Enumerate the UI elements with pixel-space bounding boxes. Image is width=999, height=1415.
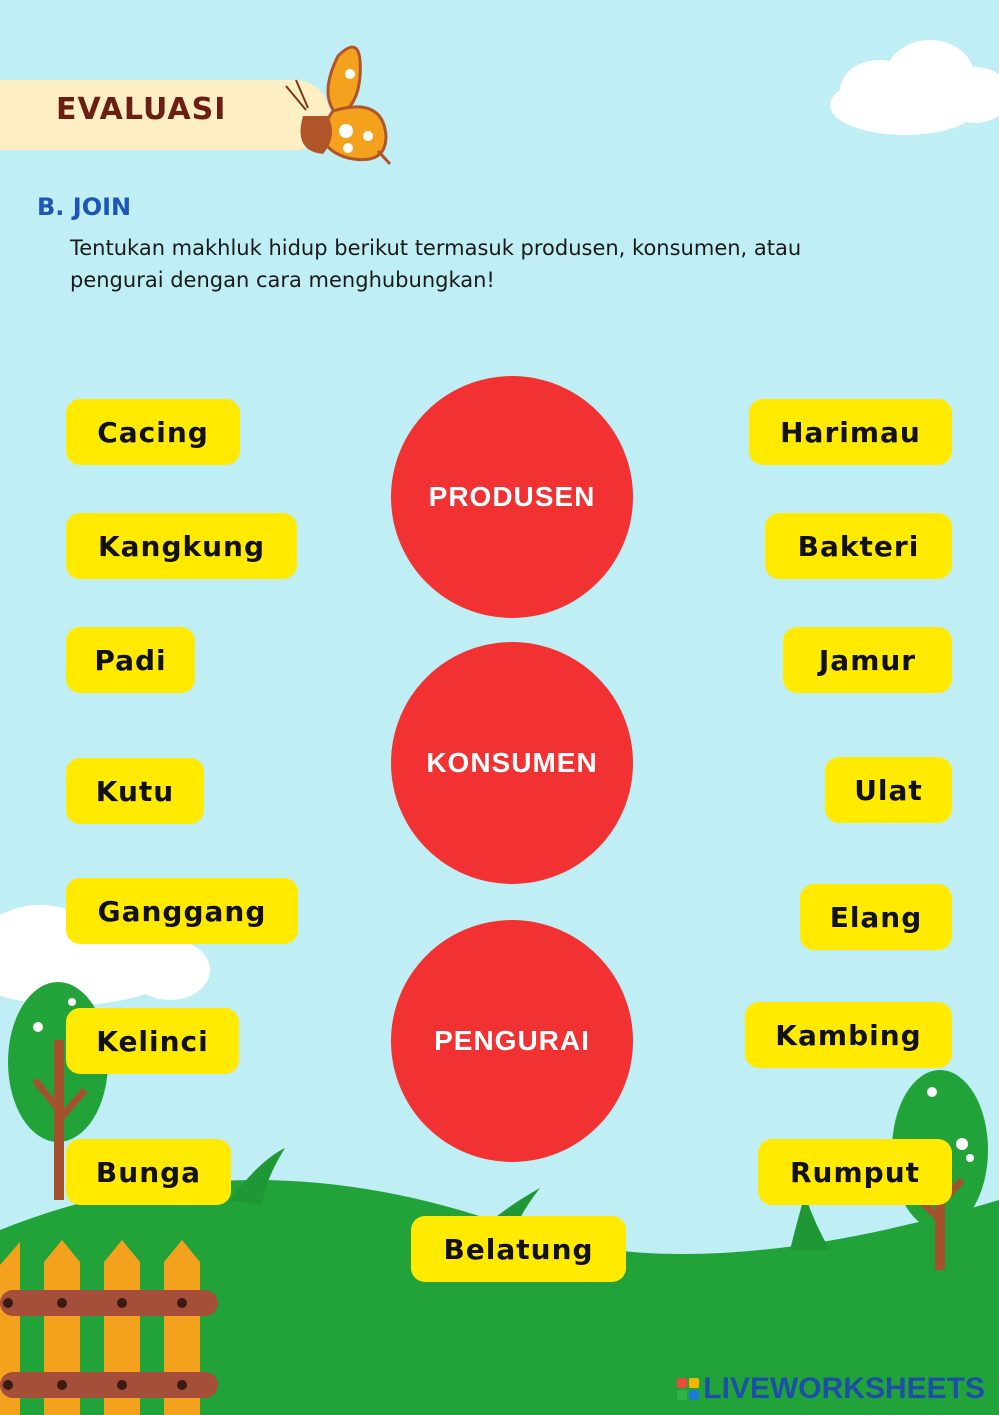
item-kelinci[interactable]: Kelinci xyxy=(66,1008,239,1074)
item-bunga[interactable]: Bunga xyxy=(66,1139,231,1205)
item-cacing[interactable]: Cacing xyxy=(66,399,240,465)
page-title: EVALUASI xyxy=(56,92,227,127)
item-ulat[interactable]: Ulat xyxy=(825,757,952,823)
item-jamur[interactable]: Jamur xyxy=(783,627,952,693)
item-kangkung[interactable]: Kangkung xyxy=(66,513,297,579)
brand-name: LIVEWORKSHEETS xyxy=(703,1372,985,1405)
item-elang[interactable]: Elang xyxy=(800,884,952,950)
butterfly-icon xyxy=(278,36,393,171)
target-produsen[interactable]: PRODUSEN xyxy=(391,376,633,618)
item-padi[interactable]: Padi xyxy=(66,627,195,693)
brand-logo xyxy=(677,1372,985,1406)
item-kambing[interactable]: Kambing xyxy=(745,1002,952,1068)
instruction-text: Tentukan makhluk hidup berikut termasuk produsen, konsumen, atau pengurai dengan cara menghubungkan! xyxy=(70,236,802,292)
target-konsumen[interactable]: KONSUMEN xyxy=(391,642,633,884)
section-title: B. JOIN xyxy=(37,193,132,221)
item-rumput[interactable]: Rumput xyxy=(758,1139,952,1205)
item-bakteri[interactable]: Bakteri xyxy=(765,513,952,579)
item-belatung[interactable]: Belatung xyxy=(411,1216,626,1282)
target-pengurai[interactable]: PENGURAI xyxy=(391,920,633,1162)
liveworksheets-logo-icon xyxy=(677,1378,699,1400)
cloud-icon xyxy=(830,40,999,135)
item-kutu[interactable]: Kutu xyxy=(66,758,204,824)
item-harimau[interactable]: Harimau xyxy=(749,399,952,465)
item-ganggang[interactable]: Ganggang xyxy=(66,878,298,944)
